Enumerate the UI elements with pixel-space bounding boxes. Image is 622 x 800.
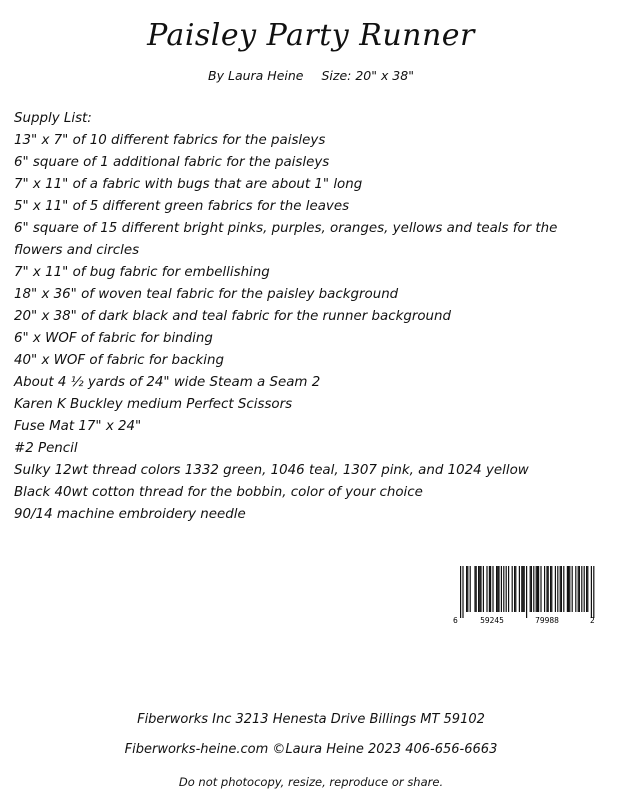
barcode-bar: [557, 566, 558, 612]
barcode-bar: [536, 566, 537, 612]
barcode-bar: [568, 566, 569, 612]
barcode-bar: [522, 566, 523, 612]
supply-item: 6" square of 1 additional fabric for the paisleys: [14, 155, 330, 170]
barcode-bar: [544, 566, 545, 612]
footer-contact: Fiberworks-heine.com ©Laura Heine 2023 406-656-6663: [124, 742, 498, 757]
barcode-bar: [563, 566, 564, 612]
supply-item: 6" square of 15 different bright pinks, purples, oranges, yellows and teals for the: [14, 221, 558, 236]
barcode-group-right: 79988: [535, 616, 559, 625]
supply-item: Fuse Mat 17" x 24": [14, 419, 142, 434]
footer-address: Fiberworks Inc 3213 Henesta Drive Billings MT 59102: [137, 712, 485, 727]
barcode-bar: [492, 566, 493, 612]
barcode-bar: [489, 566, 490, 612]
finished-size: Size: 20" x 38": [321, 68, 414, 83]
barcode-bar: [591, 566, 592, 618]
supply-item: 5" x 11" of 5 different green fabrics for the leaves: [14, 199, 350, 214]
barcode-bar: [474, 566, 475, 612]
barcode-bar: [538, 566, 539, 612]
supply-item: 20" x 38" of dark black and teal fabric for the runner background: [14, 309, 452, 324]
supply-item: #2 Pencil: [14, 441, 78, 456]
byline: [0, 68, 622, 83]
barcode-bar: [526, 566, 527, 618]
supply-item: Black 40wt cotton thread for the bobbin, color of your choice: [14, 485, 423, 500]
supply-item: flowers and circles: [14, 243, 140, 258]
barcode-bar: [498, 566, 499, 612]
barcode-bar: [466, 566, 467, 612]
barcode-bar: [555, 566, 556, 612]
barcode-bar: [480, 566, 481, 612]
barcode-bar: [470, 566, 471, 612]
supply-item: 90/14 machine embroidery needle: [14, 507, 246, 522]
supply-item: 40" x WOF of fabric for backing: [14, 353, 225, 368]
barcode-bar: [551, 566, 552, 612]
barcode-bar: [561, 566, 562, 612]
barcode-bar: [515, 566, 516, 612]
barcode-bar: [478, 566, 479, 612]
barcode-bar: [531, 566, 532, 612]
supply-item: About 4 ½ yards of 24" wide Steam a Seam 2: [14, 375, 321, 390]
barcode-group-left: 59245: [480, 616, 504, 625]
barcode-bar: [567, 566, 568, 612]
barcode-bar: [548, 566, 549, 612]
barcode-bar: [483, 566, 484, 612]
barcode-bar: [479, 566, 480, 612]
barcode-bar: [460, 566, 461, 618]
copyright-notice: Do not photocopy, resize, reproduce or share.: [178, 775, 444, 789]
barcode-bar: [506, 566, 507, 612]
barcode-digit-end: 2: [590, 616, 595, 625]
barcode-bar: [578, 566, 579, 612]
page-title: Paisley Party Runner: [147, 18, 475, 53]
barcode-bar: [497, 566, 498, 612]
barcode-bars: [460, 566, 594, 618]
supply-item: 7" x 11" of a fabric with bugs that are about 1" long: [14, 177, 363, 192]
supply-item: 13" x 7" of 10 different fabrics for the paisleys: [14, 133, 326, 148]
barcode-bar: [530, 566, 531, 612]
supply-list: [14, 108, 606, 526]
barcode-digit-start: 6: [453, 616, 458, 625]
barcode-bar: [546, 566, 547, 612]
supply-item: Sulky 12wt thread colors 1332 green, 1046 teal, 1307 pink, and 1024 yellow: [14, 463, 529, 478]
barcode-bar: [560, 566, 561, 612]
barcode-bar: [593, 566, 594, 618]
barcode-bar: [508, 566, 509, 612]
barcode-bar: [476, 566, 477, 612]
supply-item: Karen K Buckley medium Perfect Scissors: [14, 397, 293, 412]
barcode-bar: [490, 566, 491, 612]
supply-item: 6" x WOF of fabric for binding: [14, 331, 213, 346]
barcode-bar: [540, 566, 541, 612]
author: By Laura Heine: [208, 68, 304, 83]
barcode-bar: [524, 566, 525, 612]
barcode: [452, 566, 596, 626]
barcode-bar: [537, 566, 538, 612]
barcode-bar: [587, 566, 588, 612]
supply-list-heading: Supply List:: [14, 111, 92, 126]
barcode-bar: [503, 566, 504, 612]
barcode-bar: [533, 566, 534, 612]
barcode-bar: [569, 566, 570, 612]
barcode-bar: [496, 566, 497, 612]
barcode-bar: [579, 566, 580, 612]
barcode-bar: [581, 566, 582, 612]
barcode-bar: [521, 566, 522, 612]
barcode-bar: [584, 566, 585, 612]
barcode-bar: [519, 566, 520, 612]
barcode-bar: [575, 566, 576, 612]
supply-item: 18" x 36" of woven teal fabric for the paisley background: [14, 287, 399, 302]
barcode-bar: [462, 566, 463, 618]
barcode-bar: [586, 566, 587, 612]
supply-item: 7" x 11" of bug fabric for embellishing: [14, 265, 270, 280]
barcode-bar: [467, 566, 468, 612]
barcode-bar: [512, 566, 513, 612]
barcode-bar: [572, 566, 573, 612]
barcode-bar: [514, 566, 515, 612]
barcode-bar: [486, 566, 487, 612]
barcode-bar: [550, 566, 551, 612]
barcode-bar: [501, 566, 502, 612]
